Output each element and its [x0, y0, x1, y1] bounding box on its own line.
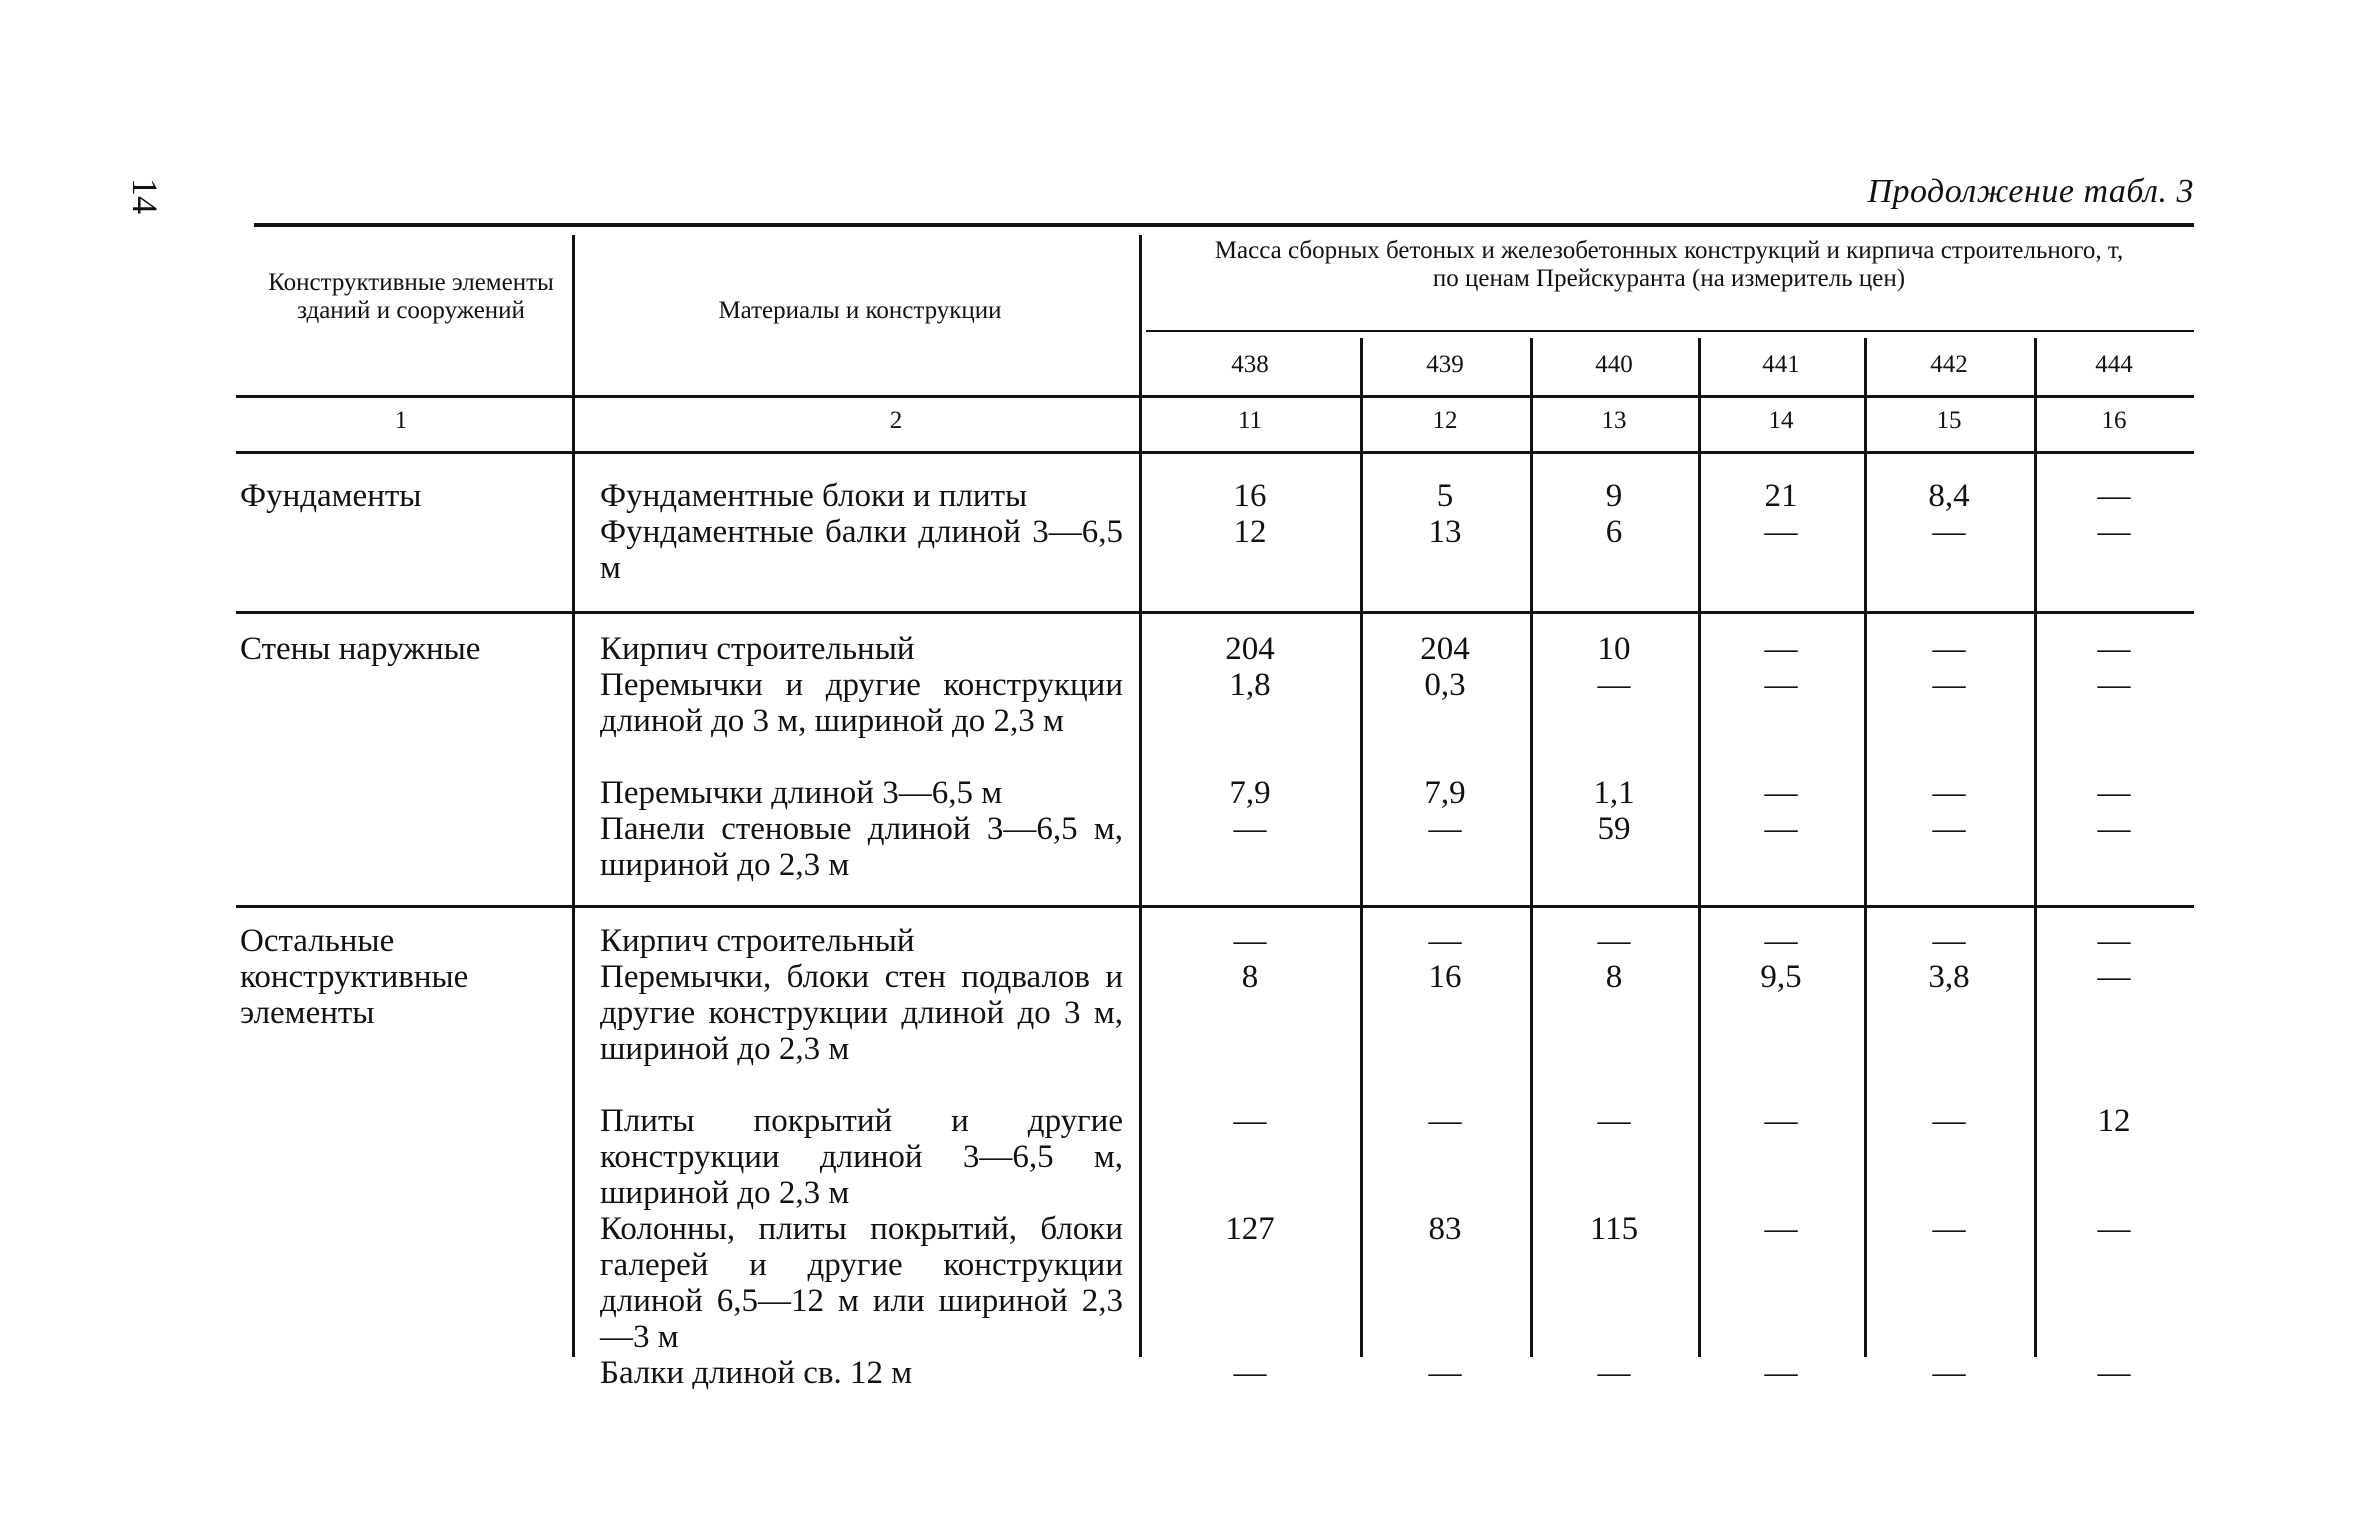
material-cell: Плиты покрытий и другие конструкции длиной 3—6,5 м, шириной до 2,3 м [600, 1103, 1123, 1211]
value-cell: 3,8 [1928, 959, 1970, 995]
value-cell: 83 [1428, 1211, 1462, 1247]
price-list-column-header: 439 [1426, 351, 1464, 378]
value-cell: — [1932, 1103, 1966, 1139]
value-cell: — [1932, 1211, 1966, 1247]
value-cell: — [1764, 775, 1798, 811]
value-cell: 12 [2097, 1103, 2131, 1139]
value-cell: — [1233, 1103, 1267, 1139]
col-divider [572, 235, 575, 1357]
value-cell: 21 [1764, 478, 1798, 514]
col-divider [1864, 338, 1867, 1357]
column-number: 13 [1601, 407, 1627, 434]
value-cell: 16 [1233, 478, 1267, 514]
value-cell: — [2097, 923, 2131, 959]
value-cell: — [1764, 631, 1798, 667]
value-cell: — [1932, 514, 1966, 550]
value-cell: — [1233, 1355, 1267, 1391]
rule-group [1146, 330, 2194, 332]
material-cell: Кирпич строительный [600, 631, 915, 667]
value-cell: 9,5 [1760, 959, 1802, 995]
value-cell: — [1764, 1211, 1798, 1247]
rule-section-1 [236, 611, 2194, 614]
value-cell: — [2097, 1211, 2131, 1247]
value-cell: — [2097, 478, 2131, 514]
price-list-column-header: 441 [1762, 351, 1800, 378]
material-cell: Перемычки длиной 3—6,5 м [600, 775, 1003, 811]
value-cell: 12 [1233, 514, 1267, 550]
col-divider [1139, 235, 1142, 1357]
value-cell: 8,4 [1928, 478, 1970, 514]
value-cell: — [2097, 959, 2131, 995]
rule-top [254, 223, 2194, 227]
column-number: 2 [889, 407, 903, 434]
value-cell: — [1764, 1103, 1798, 1139]
value-cell: — [1932, 775, 1966, 811]
column-number: 11 [1237, 407, 1263, 434]
value-cell: — [1764, 811, 1798, 847]
value-cell: 5 [1436, 478, 1454, 514]
header-mass-group: Масса сборных бетоных и железобетонных конструкций и кирпича строительного, т, по ценам Прейскуранта (на измеритель цен) [1214, 237, 2124, 292]
section-title: Остальные конструктивные элементы [240, 923, 469, 1031]
value-cell: — [1932, 811, 1966, 847]
page-number: 14 [125, 178, 165, 214]
price-list-column-header: 438 [1231, 351, 1269, 378]
header-materials: Материалы и конструкции [718, 297, 1002, 324]
column-number: 16 [2101, 407, 2127, 434]
section-title: Фундаменты [240, 478, 422, 514]
value-cell: 204 [1225, 631, 1275, 667]
material-cell: Балки длиной св. 12 м [600, 1355, 913, 1391]
section-title: Стены наружные [240, 631, 481, 667]
value-cell: — [1764, 1355, 1798, 1391]
col-divider [1530, 338, 1533, 1357]
value-cell: — [2097, 514, 2131, 550]
material-cell: Фундаментные блоки и плиты [600, 478, 1028, 514]
value-cell: 7,9 [1229, 775, 1271, 811]
material-cell: Фундаментные балки длиной 3—6,5 м [600, 514, 1123, 586]
rule-numbers-bottom [236, 451, 2194, 454]
column-number: 15 [1936, 407, 1962, 434]
column-number: 14 [1768, 407, 1794, 434]
value-cell: 204 [1420, 631, 1470, 667]
value-cell: 115 [1589, 1211, 1639, 1247]
value-cell: 0,3 [1424, 667, 1466, 703]
value-cell: — [1597, 1355, 1631, 1391]
value-cell: — [1233, 811, 1267, 847]
table-caption: Продолжение табл. 3 [1867, 173, 2194, 210]
value-cell: 127 [1225, 1211, 1275, 1247]
material-cell: Панели стеновые длиной 3—6,5 м, шириной до 2,3 м [600, 811, 1123, 883]
header-structural-elements: Конструктивные элементы зданий и сооружений [268, 269, 554, 324]
value-cell: — [1428, 1103, 1462, 1139]
material-cell: Перемычки и другие конструкции длиной до 3 м, шириной до 2,3 м [600, 667, 1123, 739]
value-cell: 1,1 [1593, 775, 1635, 811]
value-cell: 59 [1597, 811, 1631, 847]
material-cell: Кирпич строительный [600, 923, 915, 959]
material-cell: Перемычки, блоки стен подвалов и другие конструкции длиной до 3 м, шириной до 2,3 м [600, 959, 1123, 1067]
value-cell: — [2097, 1355, 2131, 1391]
value-cell: — [1428, 1355, 1462, 1391]
value-cell: — [1764, 514, 1798, 550]
value-cell: — [1764, 923, 1798, 959]
value-cell: 6 [1605, 514, 1623, 550]
col-divider [1360, 338, 1363, 1357]
value-cell: 1,8 [1229, 667, 1271, 703]
value-cell: — [1233, 923, 1267, 959]
value-cell: — [1932, 631, 1966, 667]
value-cell: 7,9 [1424, 775, 1466, 811]
value-cell: 8 [1241, 959, 1259, 995]
value-cell: — [1764, 667, 1798, 703]
value-cell: — [1428, 811, 1462, 847]
value-cell: 8 [1605, 959, 1623, 995]
value-cell: — [2097, 667, 2131, 703]
column-number: 12 [1432, 407, 1458, 434]
value-cell: — [2097, 811, 2131, 847]
column-number: 1 [394, 407, 408, 434]
value-cell: — [1932, 1355, 1966, 1391]
value-cell: — [2097, 775, 2131, 811]
value-cell: 16 [1428, 959, 1462, 995]
rule-section-2 [236, 905, 2194, 908]
value-cell: — [1597, 1103, 1631, 1139]
value-cell: — [1932, 667, 1966, 703]
value-cell: 13 [1428, 514, 1462, 550]
rule-header-bottom [236, 395, 2194, 398]
material-cell: Колонны, плиты покрытий, блоки галерей и другие конструкции длиной 6,5—12 м или шириной 2,3—3 м [600, 1211, 1123, 1355]
price-list-column-header: 444 [2095, 351, 2133, 378]
value-cell: — [2097, 631, 2131, 667]
value-cell: — [1597, 923, 1631, 959]
value-cell: 10 [1597, 631, 1631, 667]
value-cell: — [1597, 667, 1631, 703]
price-list-column-header: 440 [1595, 351, 1633, 378]
value-cell: — [1428, 923, 1462, 959]
value-cell: — [1932, 923, 1966, 959]
price-list-column-header: 442 [1930, 351, 1968, 378]
value-cell: 9 [1605, 478, 1623, 514]
